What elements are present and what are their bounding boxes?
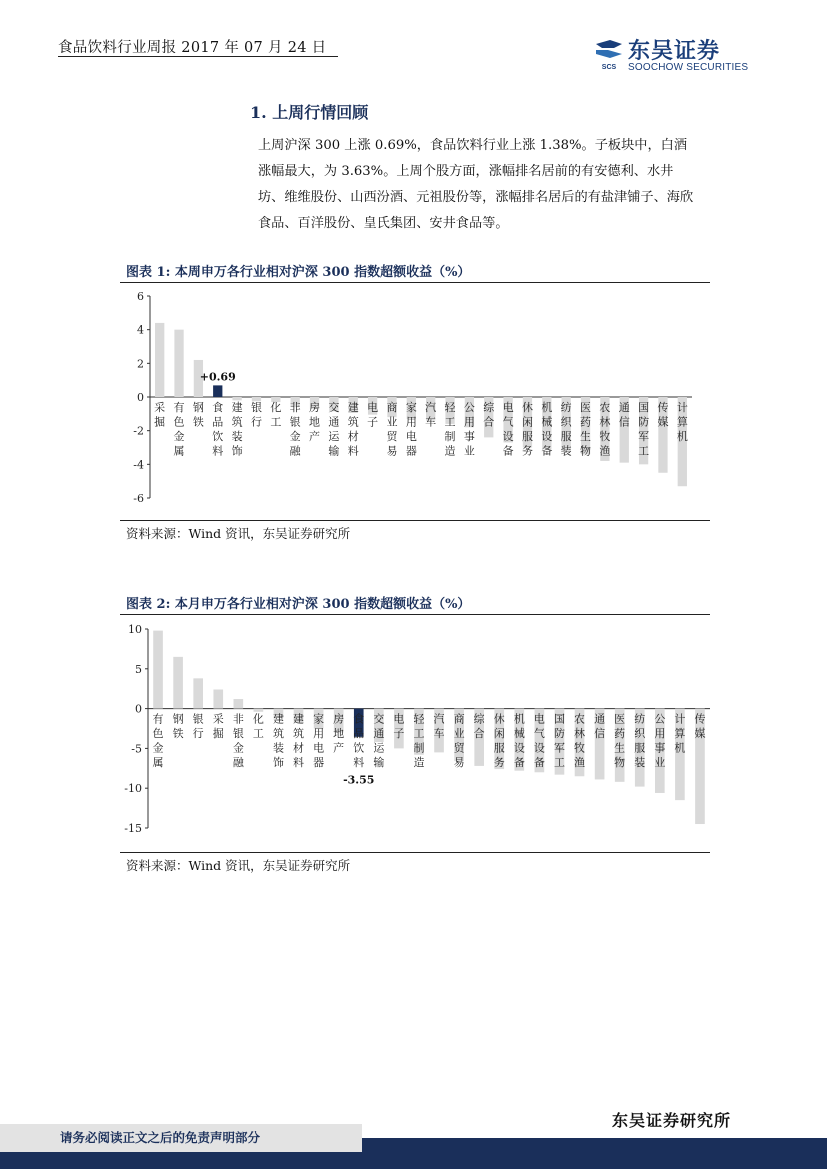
chart-2-top-rule [120, 614, 710, 615]
category-label: 建筑材料 [347, 401, 359, 458]
bar [174, 330, 183, 397]
category-label: 综合 [473, 712, 485, 741]
category-label: 公用事业 [463, 401, 475, 458]
category-label: 有色金属 [152, 712, 164, 770]
category-label: 电气设备 [502, 401, 514, 458]
category-label: 非银金融 [289, 401, 301, 458]
bar [232, 397, 241, 400]
report-header-title: 食品饮料行业周报 2017 年 07 月 24 日 [58, 40, 327, 56]
bar [234, 699, 244, 709]
category-label: 食品饮料 [212, 401, 224, 458]
company-logo [592, 38, 762, 76]
category-label: 商业贸易 [453, 712, 465, 770]
y-tick-label: 0 [135, 702, 142, 716]
chart-2 [120, 590, 710, 880]
y-tick-label: -15 [124, 822, 142, 835]
y-tick-label: -10 [124, 782, 142, 796]
chart-1-bottom-rule [120, 520, 710, 521]
category-label: 医药生物 [580, 401, 592, 458]
category-label: 医药生物 [614, 712, 626, 770]
category-label: 银行 [192, 712, 204, 741]
chart-2-source: 资料来源：Wind 资讯，东吴证券研究所 [126, 858, 351, 873]
category-label: 休闲服务 [493, 712, 505, 770]
section-title: 1. 上周行情回顾 [250, 103, 369, 122]
category-label: 农林牧渔 [574, 712, 586, 770]
review-paragraph-text: 上周沪深 300 上涨 0.69%，食品饮料行业上涨 1.38%。子板块中，白酒涨幅最大，为 3.63%。上周个股方面，涨幅排名居前的有安德利、水井坊、维维股份、山西汾酒、元祖股份等，涨幅排名居后的有盐津铺子、海欣食品、百洋股份、皇氏集团、安井食品等。 [258, 138, 694, 231]
y-tick-label: -6 [133, 492, 144, 505]
y-tick-label: -4 [133, 458, 144, 472]
logo-english: SOOCHOW SECURITIES [628, 62, 749, 73]
logo-emblem-icon [592, 38, 626, 64]
footer-org: 东吴证券研究所 [612, 1111, 732, 1130]
category-label: 轻工制造 [413, 712, 425, 770]
category-label: 非银金融 [232, 712, 244, 770]
category-label: 农林牧渔 [599, 401, 611, 458]
category-label: 化工 [270, 401, 282, 429]
highlight-data-label: -3.55 [343, 773, 375, 787]
category-label: 房地产 [309, 401, 321, 443]
category-label: 建筑装饰 [272, 712, 284, 770]
category-label: 计算机 [674, 712, 686, 755]
category-label: 公用事业 [654, 712, 666, 770]
category-label: 传媒 [694, 712, 706, 741]
category-label: 化工 [252, 712, 264, 741]
chart-2-title: 图表 2: 本月申万各行业相对沪深 300 指数超额收益（%） [126, 597, 471, 612]
review-paragraph [258, 133, 698, 237]
category-label: 交通运输 [373, 712, 385, 770]
y-tick-label: -5 [131, 742, 142, 756]
y-tick-label: 4 [137, 323, 144, 337]
y-tick-label: 0 [137, 391, 144, 404]
highlight-data-label: +0.69 [199, 370, 236, 384]
category-label: 纺织服装 [560, 401, 572, 458]
category-label: 电子 [393, 712, 405, 741]
chart-1-source: 资料来源：Wind 资讯，东吴证券研究所 [126, 526, 351, 541]
chart-1 [120, 258, 710, 548]
category-label: 综合 [483, 401, 495, 429]
category-label: 商业贸易 [386, 401, 398, 458]
bar [155, 323, 164, 397]
chart-1-plot [120, 285, 710, 525]
category-label: 国防军工 [638, 401, 650, 458]
category-label: 汽车 [433, 712, 445, 741]
chart-2-bottom-rule [120, 852, 710, 853]
y-tick-label: -2 [133, 424, 144, 438]
logo-name: 东吴证券 [628, 39, 721, 64]
y-tick-label: 2 [137, 357, 144, 371]
bar [153, 631, 163, 709]
footer-accent-bar [362, 1138, 827, 1152]
category-label: 轻工制造 [444, 401, 456, 458]
chart-1-top-rule [120, 282, 710, 283]
category-label: 机械设备 [513, 712, 525, 770]
category-label: 机械设备 [541, 401, 553, 458]
category-label: 房地产 [333, 712, 345, 755]
category-label: 计算机 [676, 401, 688, 443]
footer-bottom-bar [0, 1152, 827, 1169]
category-label: 银行 [250, 401, 262, 429]
category-label: 钢铁 [192, 401, 204, 429]
y-tick-label: 10 [128, 623, 142, 636]
category-label: 汽车 [425, 401, 437, 429]
footer-disclaimer: 请务必阅读正文之后的免责声明部分 [60, 1130, 261, 1145]
category-label: 通信 [594, 712, 606, 741]
category-label: 家用电器 [405, 401, 417, 458]
bar [213, 385, 222, 397]
category-label: 有色金属 [173, 401, 185, 458]
logo-mark-text: SCS [601, 64, 617, 71]
bar [695, 709, 705, 824]
category-label: 休闲服务 [521, 401, 533, 458]
category-label: 建筑材料 [293, 712, 305, 770]
chart-1-title: 图表 1: 本周申万各行业相对沪深 300 指数超额收益（%） [126, 265, 471, 280]
chart-2-plot [120, 617, 710, 857]
category-label: 钢铁 [172, 712, 184, 741]
category-label: 建筑装饰 [231, 401, 243, 458]
bar [193, 678, 203, 708]
category-label: 电子 [367, 401, 379, 429]
header-rule [58, 56, 338, 57]
category-label: 通信 [618, 401, 630, 429]
bar [173, 657, 183, 709]
category-label: 交通运输 [328, 401, 340, 458]
category-label: 电气设备 [533, 712, 545, 770]
category-label: 采掘 [212, 712, 224, 741]
bar [213, 689, 223, 708]
category-label: 纺织服装 [634, 712, 646, 770]
y-tick-label: 6 [137, 290, 144, 303]
category-label: 食品饮料 [353, 712, 365, 770]
bar [254, 709, 264, 712]
y-tick-label: 5 [135, 662, 142, 676]
category-label: 家用电器 [313, 712, 325, 770]
category-label: 国防军工 [553, 712, 565, 770]
category-label: 传媒 [657, 401, 669, 429]
category-label: 采掘 [154, 401, 166, 429]
